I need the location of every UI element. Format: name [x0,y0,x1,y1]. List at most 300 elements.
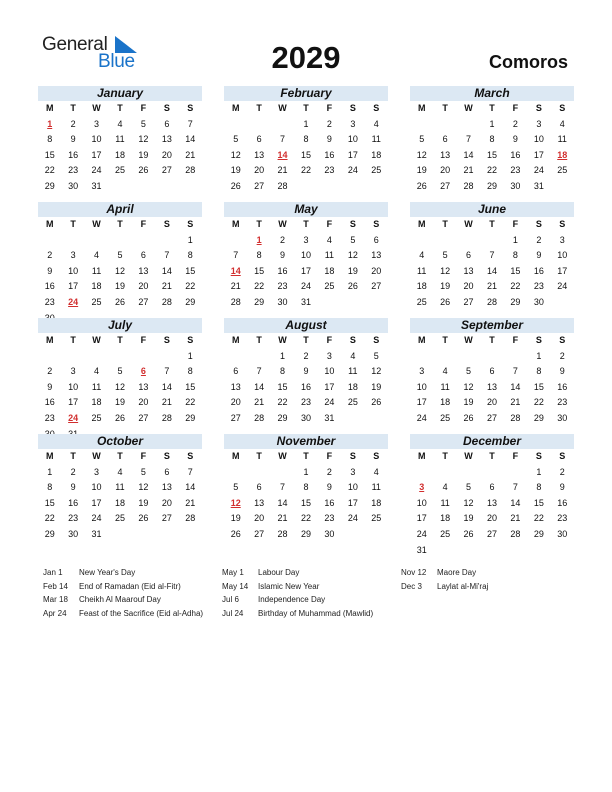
weekday-label: F [326,451,333,461]
holiday-day-cell: 24 [68,412,79,423]
month-september [410,318,574,427]
weekday-label: W [464,103,473,113]
weekday-label: T [489,451,495,461]
day-cell: 16 [533,265,544,276]
day-cell: 20 [138,281,149,292]
day-cell: 14 [510,497,521,508]
day-cell: 9 [280,250,286,261]
day-cell: 4 [442,366,448,377]
day-cell: 15 [44,149,55,160]
week-row [38,411,202,427]
day-cell [457,543,480,559]
week-row [410,148,574,164]
day-cell: 23 [324,513,335,524]
day-cell [224,349,247,365]
day-cell: 20 [230,397,241,408]
day-cell: 6 [164,118,170,129]
weekday-header-row [410,449,574,465]
day-cell: 9 [47,381,53,392]
day-cell: 18 [347,381,358,392]
week-row [224,465,388,481]
weekday-label: T [117,335,123,345]
week-row [410,295,574,311]
day-cell: 5 [117,366,123,377]
day-cell: 30 [557,412,568,423]
day-cell: 30 [68,528,79,539]
weekday-label: M [417,103,426,113]
day-cell: 24 [91,513,102,524]
day-cell: 24 [300,281,311,292]
weekday-label: M [231,219,240,229]
day-cell: 8 [47,482,53,493]
day-cell: 25 [324,281,335,292]
holiday-date: Apr 24 [43,608,67,618]
weekday-label: T [303,219,309,229]
holiday-day-cell: 18 [557,149,568,160]
day-cell: 18 [416,281,427,292]
weekday-label: T [70,219,76,229]
week-row [224,233,388,249]
day-cell: 14 [185,134,196,145]
day-cell: 10 [557,250,568,261]
weekday-label: T [442,103,448,113]
day-cell: 12 [463,497,474,508]
day-cell: 23 [557,513,568,524]
day-cell: 29 [533,528,544,539]
day-cell [480,233,503,249]
day-cell: 7 [280,134,286,145]
day-cell [108,527,131,543]
day-cell: 13 [254,149,265,160]
day-cell: 8 [512,250,518,261]
week-row [224,496,388,512]
day-cell: 10 [416,381,427,392]
weekday-label: S [163,335,170,345]
day-cell: 2 [559,466,565,477]
day-cell: 1 [303,118,309,129]
day-cell: 25 [371,165,382,176]
day-cell [527,543,550,559]
day-cell: 2 [280,234,286,245]
month-january [38,86,202,195]
week-row [410,233,574,249]
holiday-day-cell: 14 [230,265,241,276]
week-row [38,380,202,396]
day-cell: 4 [94,250,100,261]
week-row [224,411,388,427]
day-cell: 20 [440,165,451,176]
day-cell: 19 [138,497,149,508]
day-cell: 27 [486,412,497,423]
day-cell: 17 [347,497,358,508]
week-row [410,480,574,496]
day-cell: 17 [68,281,79,292]
day-cell: 13 [138,381,149,392]
day-cell: 15 [533,497,544,508]
month-february [224,86,388,195]
day-cell [457,233,480,249]
holiday-item [222,580,373,594]
weekday-label: T [256,103,262,113]
month-april [38,202,202,326]
day-cell: 3 [350,118,356,129]
day-cell: 28 [510,412,521,423]
holiday-column [401,566,488,593]
day-cell: 31 [300,296,311,307]
weekday-label: F [512,103,519,113]
day-cell: 4 [94,366,100,377]
weekday-label: F [140,103,147,113]
weekday-label: F [512,335,519,345]
day-cell: 24 [324,397,335,408]
weekday-label: W [92,451,101,461]
week-row [38,364,202,380]
day-cell: 7 [512,366,518,377]
day-cell: 14 [185,482,196,493]
holiday-name: Maore Day [437,568,477,577]
day-cell: 22 [254,281,265,292]
day-cell: 30 [510,180,521,191]
weekday-label: S [535,103,542,113]
day-cell: 20 [161,149,172,160]
holiday-day-cell: 1 [47,118,53,129]
day-cell: 16 [44,281,55,292]
day-cell [480,543,503,559]
month-title: December [410,434,574,449]
day-cell: 7 [466,134,472,145]
day-cell [271,465,294,481]
day-cell: 22 [44,513,55,524]
day-cell: 23 [557,397,568,408]
day-cell [410,465,433,481]
day-cell [433,349,456,365]
week-row [410,543,574,559]
weekday-label: W [92,335,101,345]
weekday-label: T [303,451,309,461]
weekday-label: S [535,451,542,461]
day-cell: 23 [277,281,288,292]
weekday-label: M [45,103,54,113]
month-title: November [224,434,388,449]
day-cell: 10 [91,482,102,493]
day-cell [504,465,527,481]
day-cell [410,233,433,249]
day-cell: 3 [94,466,100,477]
day-cell: 14 [510,381,521,392]
week-row [38,179,202,195]
day-cell [365,295,388,311]
day-cell [480,465,503,481]
day-cell: 13 [254,497,265,508]
week-row [410,364,574,380]
day-cell: 29 [44,528,55,539]
day-cell: 18 [114,149,125,160]
day-cell [179,179,202,195]
day-cell: 1 [187,350,193,361]
day-cell: 6 [256,134,262,145]
weekday-label: T [70,335,76,345]
holiday-item [222,607,373,621]
day-cell: 3 [94,118,100,129]
day-cell: 10 [416,497,427,508]
day-cell: 20 [486,397,497,408]
month-title: April [38,202,202,217]
day-cell: 19 [230,165,241,176]
day-cell [457,465,480,481]
day-cell: 10 [300,250,311,261]
day-cell: 28 [254,412,265,423]
day-cell: 23 [324,165,335,176]
day-cell: 3 [350,466,356,477]
day-cell: 27 [440,180,451,191]
weekday-label: S [163,103,170,113]
day-cell: 2 [70,118,76,129]
day-cell [504,543,527,559]
day-cell: 31 [324,412,335,423]
day-cell: 27 [254,180,265,191]
weekday-label: F [512,451,519,461]
weekday-label: T [489,103,495,113]
holiday-date: Jul 24 [222,608,244,618]
day-cell: 27 [486,528,497,539]
day-cell: 31 [416,544,427,555]
day-cell [341,295,364,311]
day-cell: 21 [510,397,521,408]
day-cell: 3 [536,118,542,129]
day-cell: 9 [303,366,309,377]
day-cell: 2 [70,466,76,477]
day-cell: 19 [138,149,149,160]
weekday-label: M [231,335,240,345]
holiday-day-cell: 24 [68,296,79,307]
day-cell: 10 [347,482,358,493]
day-cell: 29 [254,296,265,307]
holiday-item [43,593,203,607]
weekday-label: S [163,219,170,229]
day-cell: 19 [114,397,125,408]
day-cell: 23 [68,513,79,524]
day-cell: 9 [559,482,565,493]
day-cell: 5 [350,234,356,245]
day-cell: 9 [70,134,76,145]
month-title: February [224,86,388,101]
day-cell [433,465,456,481]
week-row [38,395,202,411]
day-cell [155,179,178,195]
day-cell: 19 [114,281,125,292]
week-row [38,465,202,481]
day-cell: 11 [371,482,381,493]
day-cell: 2 [326,466,332,477]
day-cell: 6 [164,466,170,477]
day-cell: 15 [300,497,311,508]
day-cell: 26 [440,296,451,307]
day-cell: 22 [300,165,311,176]
month-december [410,434,574,558]
day-cell: 1 [280,350,286,361]
day-cell: 28 [185,513,196,524]
weekday-label: S [373,451,380,461]
weekday-label: W [464,219,473,229]
weekday-label: F [140,451,147,461]
day-cell: 6 [442,134,448,145]
logo-text-general: General [42,34,108,55]
holiday-name: Islamic New Year [258,581,320,591]
day-cell [155,233,178,249]
holiday-name: End of Ramadan (Eid al-Fitr) [79,581,181,591]
day-cell [480,349,503,365]
week-row [38,117,202,133]
day-cell: 26 [230,528,241,539]
day-cell: 27 [138,412,149,423]
day-cell: 8 [489,134,495,145]
day-cell [61,233,84,249]
weekday-header-row [38,449,202,465]
month-november [224,434,388,543]
week-row [410,248,574,264]
day-cell [179,527,202,543]
day-cell: 28 [230,296,241,307]
day-cell: 14 [277,497,288,508]
day-cell: 20 [486,513,497,524]
day-cell: 7 [187,118,193,129]
day-cell: 26 [114,296,125,307]
day-cell: 9 [326,482,332,493]
day-cell [433,543,456,559]
day-cell: 9 [536,250,542,261]
day-cell: 17 [91,497,102,508]
day-cell: 31 [91,528,102,539]
holiday-date: Jul 6 [222,595,239,605]
week-row [410,349,574,365]
day-cell: 4 [326,234,332,245]
day-cell: 18 [324,265,335,276]
day-cell: 4 [117,118,123,129]
holiday-name: Birthday of Muhammad (Mawlid) [258,608,374,618]
day-cell: 19 [463,397,474,408]
day-cell: 11 [557,134,567,145]
day-cell [365,527,388,543]
week-row [38,233,202,249]
day-cell: 18 [91,281,102,292]
day-cell: 26 [114,412,125,423]
day-cell: 12 [347,250,358,261]
holiday-date: Mar 18 [43,595,68,605]
day-cell: 22 [277,397,288,408]
day-cell: 10 [324,366,335,377]
day-cell: 3 [303,234,309,245]
day-cell: 3 [326,350,332,361]
day-cell: 20 [138,397,149,408]
day-cell: 16 [324,497,335,508]
week-row [38,527,202,543]
weekday-label: S [535,219,542,229]
week-row [38,148,202,164]
day-cell: 25 [440,528,451,539]
week-row [410,132,574,148]
day-cell: 21 [185,497,196,508]
weekday-label: W [464,335,473,345]
weekday-label: S [559,219,566,229]
weekday-label: F [140,219,147,229]
holiday-name: Laylat al-Mi'raj [437,581,489,591]
day-cell: 14 [161,381,172,392]
day-cell: 13 [230,381,241,392]
month-october [38,434,202,543]
day-cell: 17 [68,397,79,408]
day-cell: 11 [417,265,427,276]
week-row [38,349,202,365]
day-cell: 14 [463,149,474,160]
day-cell: 20 [254,165,265,176]
holiday-date: May 14 [222,581,249,591]
week-row [224,480,388,496]
day-cell: 21 [510,513,521,524]
day-cell: 2 [47,250,53,261]
day-cell: 21 [230,281,241,292]
day-cell: 1 [536,350,542,361]
holiday-item [222,593,373,607]
weekday-label: T [442,219,448,229]
day-cell: 2 [326,118,332,129]
day-cell [85,233,108,249]
holiday-day-cell: 14 [277,149,288,160]
week-row [224,380,388,396]
day-cell [247,465,270,481]
day-cell [457,117,480,133]
day-cell: 6 [373,234,379,245]
month-title: October [38,434,202,449]
weekday-label: W [92,103,101,113]
week-row [410,496,574,512]
day-cell: 2 [536,234,542,245]
day-cell: 8 [303,482,309,493]
day-cell: 4 [117,466,123,477]
month-title: July [38,318,202,333]
weekday-label: S [559,335,566,345]
week-row [410,179,574,195]
day-cell: 24 [347,165,358,176]
holiday-day-cell: 3 [419,482,425,493]
day-cell: 16 [300,381,311,392]
day-cell: 23 [44,412,55,423]
holiday-day-cell: 1 [256,234,262,245]
day-cell [433,233,456,249]
day-cell: 10 [68,265,79,276]
day-cell: 9 [70,482,76,493]
week-row [224,117,388,133]
day-cell: 10 [347,134,358,145]
day-cell: 7 [187,466,193,477]
day-cell: 3 [559,234,565,245]
week-row [224,527,388,543]
week-row [224,248,388,264]
day-cell: 11 [440,381,450,392]
month-june [410,202,574,311]
day-cell: 19 [347,265,358,276]
holiday-name: Feast of the Sacrifice (Eid al-Adha) [79,608,204,618]
day-cell [318,179,341,195]
day-cell: 5 [466,482,472,493]
day-cell: 18 [371,497,382,508]
day-cell [341,179,364,195]
day-cell: 24 [557,281,568,292]
day-cell: 11 [440,497,450,508]
day-cell: 5 [117,250,123,261]
weekday-label: T [117,451,123,461]
weekday-label: W [278,219,287,229]
holiday-name: New Year's Day [79,568,136,577]
